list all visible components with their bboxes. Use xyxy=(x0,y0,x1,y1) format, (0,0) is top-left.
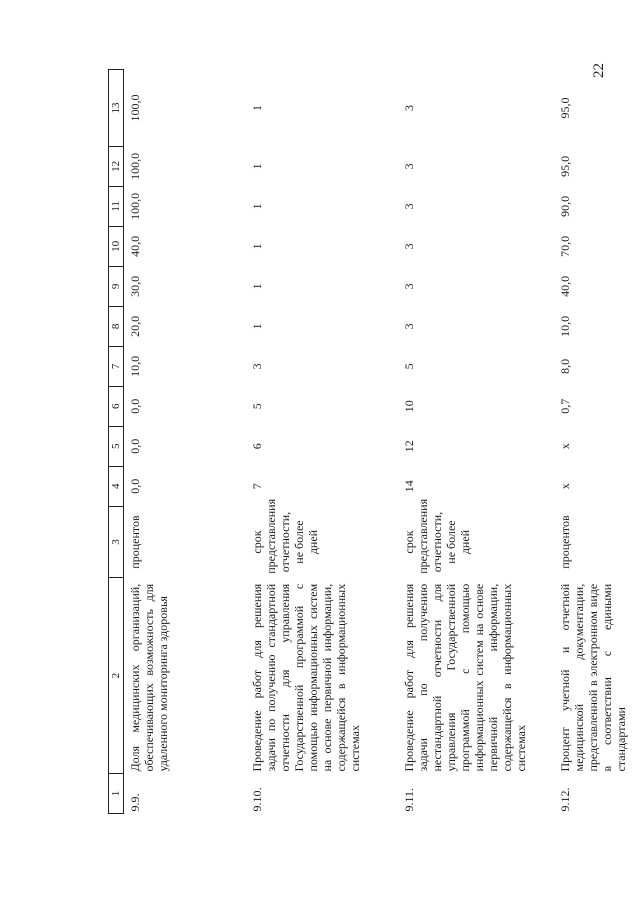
value-cell: 5 xyxy=(402,363,416,370)
value-cell: 3 xyxy=(402,163,416,170)
unit-cell: срок представления отчетности, не более дней xyxy=(250,498,320,574)
value-cell: 0,7 xyxy=(558,398,572,414)
value-cell: 10 xyxy=(402,400,416,413)
value-cell: x xyxy=(558,483,572,490)
value-cell: 40,0 xyxy=(128,235,142,257)
value-cell: 10,0 xyxy=(128,355,142,377)
value-cell: 70,0 xyxy=(558,235,572,257)
value-cell: 100,0 xyxy=(128,152,142,180)
value-cell: 1 xyxy=(250,163,264,170)
page-number: 22 xyxy=(591,63,607,78)
value-cell: 90,0 xyxy=(558,195,572,217)
value-cell: 3 xyxy=(402,243,416,250)
indicator-name: Проведение работ для решения задачи по получению нестандартной отчетности для управления Государственной программой с помощью информационных систем на основе первичной информации, содержащейся в информационных системах xyxy=(402,583,528,772)
value-cell: 1 xyxy=(250,104,264,111)
value-cell: 14 xyxy=(402,480,416,493)
indicator-name: Доля медицинских организаций, обеспечивающих возможность для удаленного мониторинга здоровья xyxy=(128,583,170,772)
row-number: 9.9. xyxy=(128,793,142,812)
value-cell: 100,0 xyxy=(128,94,142,122)
value-cell: x xyxy=(558,443,572,450)
value-cell: 0,0 xyxy=(128,398,142,414)
value-cell: 40,0 xyxy=(558,275,572,297)
column-header: 10 xyxy=(109,226,124,266)
column-header: 3 xyxy=(109,506,124,578)
column-header: 11 xyxy=(109,186,124,226)
value-cell: 3 xyxy=(402,104,416,111)
column-header: 9 xyxy=(109,266,124,306)
value-cell: 0,0 xyxy=(128,438,142,454)
value-cell: 3 xyxy=(402,203,416,210)
value-cell: 20,0 xyxy=(128,315,142,337)
value-cell: 95,0 xyxy=(558,97,572,119)
value-cell: 95,0 xyxy=(558,155,572,177)
table-row xyxy=(124,70,247,814)
indicator-name: Процент учетной и отчетной медицинской документации, представленной в электронном виде в соответствии с едиными стандартами xyxy=(558,583,628,772)
header-row xyxy=(109,70,124,814)
unit-cell: процентов xyxy=(128,515,142,569)
column-header: 6 xyxy=(109,386,124,426)
unit-cell: срок представления отчетности, не более дней xyxy=(402,498,472,574)
value-cell: 3 xyxy=(402,323,416,330)
value-cell: 1 xyxy=(250,323,264,330)
table-row xyxy=(554,70,640,814)
value-cell: 1 xyxy=(250,283,264,290)
value-cell: 100,0 xyxy=(128,192,142,220)
value-cell: 30,0 xyxy=(128,275,142,297)
column-header: 7 xyxy=(109,346,124,386)
column-header: 2 xyxy=(109,578,124,774)
table-row xyxy=(398,70,554,814)
column-header: 4 xyxy=(109,466,124,506)
column-header: 1 xyxy=(109,774,124,814)
value-cell: 6 xyxy=(250,443,264,450)
value-cell: 3 xyxy=(250,363,264,370)
value-cell: 5 xyxy=(250,403,264,410)
row-number: 9.12. xyxy=(558,787,572,812)
unit-cell: процентов xyxy=(558,515,572,569)
column-header: 12 xyxy=(109,146,124,186)
column-header: 5 xyxy=(109,426,124,466)
value-cell: 1 xyxy=(250,203,264,210)
value-cell: 12 xyxy=(402,440,416,453)
value-cell: 1 xyxy=(250,243,264,250)
row-number: 9.10. xyxy=(250,787,264,812)
value-cell: 8,0 xyxy=(558,358,572,374)
value-cell: 3 xyxy=(402,283,416,290)
indicator-name: Проведение работ для решения задачи по получению стандартной отчетности для управления Государственной программой с помощью информационных систем на основе первичной информации, содержащейся в информационных системах xyxy=(250,583,362,772)
column-header: 8 xyxy=(109,306,124,346)
table-row xyxy=(246,70,398,814)
indicators-table xyxy=(108,69,640,814)
value-cell: 7 xyxy=(250,483,264,490)
row-number: 9.11. xyxy=(402,787,416,812)
value-cell: 0,0 xyxy=(128,478,142,494)
column-header: 13 xyxy=(109,70,124,147)
table-rotation-frame xyxy=(108,69,626,814)
value-cell: 10,0 xyxy=(558,315,572,337)
table-canvas xyxy=(108,69,626,814)
